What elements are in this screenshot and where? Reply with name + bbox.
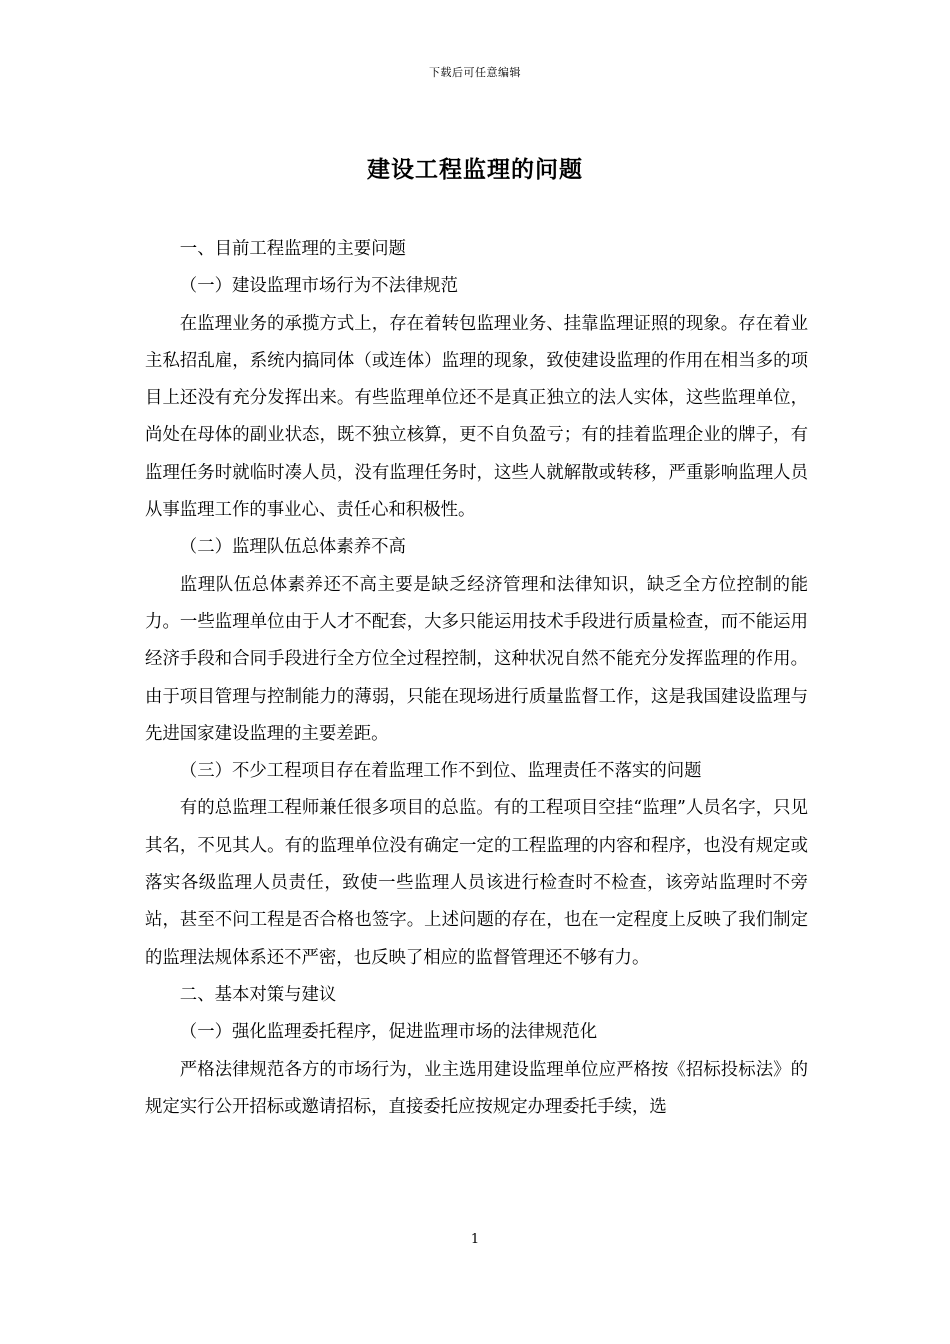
section-heading-1: 一、目前工程监理的主要问题 <box>179 239 406 259</box>
page-number: 1 <box>470 1232 480 1247</box>
paragraph: 有的总监理工程师兼任很多项目的总监。有的工程项目空挂“监理”人员名字，只见其名，不见其人。有的监理单位没有确定一定的工程监理的内容和程序，也没有规定或落实各级监理人员责任，致使一些监理人员该进行检查时不检查，该旁站监理时不旁站，甚至不问工程是否合格也签字。上述问题的存在，也在一定程度上反映了我们制定的监理法规体系还不严密，也反映了相应的监督管理还不够有力。 <box>145 798 808 968</box>
subsection-heading-1-2: （二）监理队伍总体素养不高 <box>179 537 406 558</box>
subsection-heading-1-3: （三）不少工程项目存在着监理工作不到位、监理责任不落实的问题 <box>179 761 702 782</box>
paragraph: 在监理业务的承揽方式上，存在着转包监理业务、挂靠监理证照的现象。存在着业主私招乱雇，系统内搞同体（或连体）监理的现象，致使建设监理的作用在相当多的项目上还没有充分发挥出来。有些监理单位还不是真正独立的法人实体，这些监理单位，尚处在母体的副业状态，既不独立核算，更不自负盈亏；有的挂着监理企业的牌子，有监理任务时就临时凑人员，没有监理任务时，这些人就解散或转移，严重影响监理人员从事监理工作的事业心、责任心和积极性。 <box>145 313 808 521</box>
header-note: 下载后可任意编辑 <box>429 66 521 79</box>
section-heading-2: 二、基本对策与建议 <box>179 984 337 1005</box>
paragraph: 监理队伍总体素养还不高主要是缺乏经济管理和法律知识，缺乏全方位控制的能力。一些监理单位由于人才不配套，大多只能运用技术手段进行质量检查，而不能运用经济手段和合同手段进行全方位全过程控制，这种状况自然不能充分发挥监理的作用。由于项目管理与控制能力的薄弱，只能在现场进行质量监督工作，这是我国建设监理与先进国家建设监理的主要差距。 <box>145 574 808 744</box>
document-title: 建设工程监理的问题 <box>367 156 583 183</box>
subsection-heading-1-1: （一）建设监理市场行为不法律规范 <box>179 276 459 297</box>
subsection-heading-2-1: （一）强化监理委托程序，促进监理市场的法律规范化 <box>179 1022 598 1043</box>
document-body <box>145 231 808 1126</box>
paragraph: 严格法律规范各方的市场行为，业主选用建设监理单位应严格按《招标投标法》的规定实行公开招标或邀请招标，直接委托应按规定办理委托手续，选 <box>145 1059 808 1117</box>
